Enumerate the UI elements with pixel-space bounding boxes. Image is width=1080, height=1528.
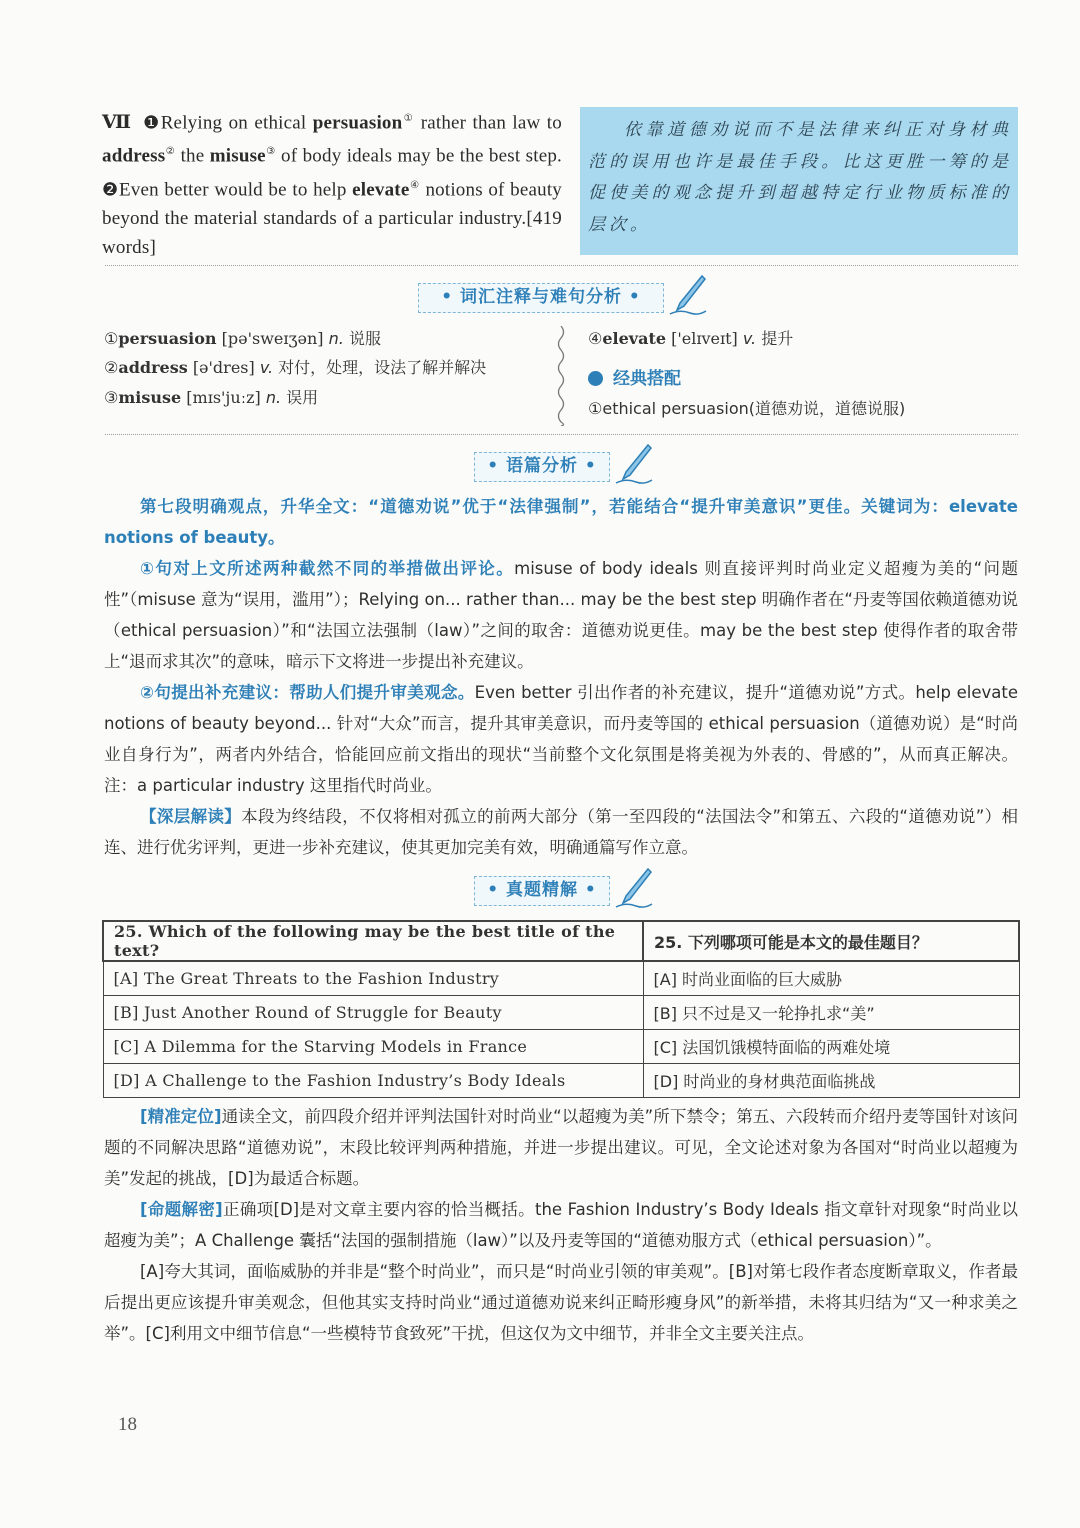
vocab-num: ③ <box>104 388 119 407</box>
answer-para-1-head: [精准定位] <box>140 1107 222 1126</box>
vocab-pos: v. <box>259 358 274 377</box>
discourse-intro: 第七段明确观点，升华全文：“道德劝说”优于“法律强制”，若能结合“提升审美意识”更佳。关键词为：elevate notions of beauty。 <box>104 497 1018 547</box>
vocab-phonetic: ['elɪveɪt] <box>671 329 738 348</box>
vocab-item <box>104 326 381 349</box>
vocab-pos: v. <box>742 329 757 348</box>
question-table <box>102 920 1020 1098</box>
option-b-en: [B] Just Another Round of Struggle for Beauty <box>103 996 643 1030</box>
option-row <box>103 996 1019 1030</box>
answer-para-3: [A]夸大其词，面临威胁的并非是“整个时尚业”，而只是“时尚业引领的审美观”。[B]对第七段作者态度断章取义，作者最后提出更应该提升审美观念，但他其实支持时尚业“通过道德劝说来纠正畸形瘦身风”的新举措，未将其归结为“又一种求美之举”。[C]利用文中细节信息“一些模特节食致死”干扰，但这仅为文中细节，并非全文主要关注点。 <box>104 1262 1018 1343</box>
note-marker: ② <box>165 146 176 158</box>
sentence-1-text: rather than law to <box>414 112 562 134</box>
answer-body <box>104 1101 1018 1349</box>
divider <box>105 434 1018 435</box>
answer-para-1 <box>104 1101 1018 1194</box>
question-row <box>103 921 1019 961</box>
discourse-para-3 <box>104 801 1018 863</box>
pen-icon <box>614 442 654 486</box>
vocab-word-elevate: elevate <box>352 178 410 200</box>
vocab-phonetic: [ə'dres] <box>192 358 255 377</box>
vocab-def: 误用 <box>286 388 319 407</box>
section-header-exam: • 真题精解 • <box>474 876 610 906</box>
option-b-cn: [B] 只不过是又一轮挣扎求“美” <box>643 996 1019 1030</box>
vocab-word-persuasion: persuasion <box>312 112 403 134</box>
discourse-para-1-body: misuse of body ideals 则直接评判时尚业定义超瘦为美的“问题性”（misuse 意为“误用，滥用”）；Relying on... rather than... may be the best step 明确作者在“丹麦等国依赖道德劝说（ethical persuasion）”和“法国立法强制（law）”之间的取舍：道德劝说更佳。may be the best step 使得作者的取舍带上“退而求其次”的意味，暗示下文将进一步提出补充建议。 <box>104 559 1018 671</box>
discourse-para-3-head: 【深层解读】 <box>140 807 242 826</box>
question-en: 25. Which of the following may be the best title of the text? <box>103 921 643 961</box>
pen-icon <box>668 273 708 317</box>
discourse-body <box>104 491 1018 863</box>
sentence-2-number: ❷ <box>102 178 119 200</box>
sentence-2-text: notions of beauty beyond the material standards of a particular industry. <box>102 178 562 229</box>
vocab-word: address <box>118 358 188 377</box>
vocab-def: 对付，处理，设法了解并解决 <box>278 358 487 377</box>
vocab-num: ① <box>104 329 119 348</box>
vocab-word: persuasion <box>118 329 217 348</box>
discourse-para-2-head: ②句提出补充建议：帮助人们提升审美观念。 <box>140 683 475 702</box>
option-row <box>103 1064 1019 1098</box>
vocab-def: 提升 <box>761 329 794 348</box>
section-header-vocab: • 词汇注释与难句分析 • <box>418 283 664 313</box>
vocab-pos: n. <box>265 388 282 407</box>
note-marker: ③ <box>265 146 276 158</box>
section-header-discourse: • 语篇分析 • <box>474 452 610 482</box>
answer-para-2 <box>104 1194 1018 1256</box>
sentence-2-text: Even better would be to help <box>118 178 353 200</box>
vocab-phonetic: [pə'sweɪʒən] <box>221 329 324 348</box>
discourse-para-1 <box>104 553 1018 677</box>
paragraph-number: Ⅶ <box>102 112 133 134</box>
vocab-item <box>104 385 318 408</box>
vocab-item <box>104 355 486 378</box>
sentence-1-number: ❶ <box>142 112 161 134</box>
vocab-num: ④ <box>588 329 603 348</box>
pen-icon <box>614 866 654 910</box>
vocab-num: ② <box>104 358 119 377</box>
discourse-para-3-body: 本段为终结段，不仅将相对孤立的前两大部分（第一至四段的“法国法令”和第五、六段的“道德劝说”）相连、进行优劣评判，更进一步补充建议，使其更加完美有效，明确通篇写作立意。 <box>104 807 1019 857</box>
vocab-word: elevate <box>602 329 667 348</box>
option-c-cn: [C] 法国饥饿模特面临的两难处境 <box>643 1030 1019 1064</box>
option-a-en: [A] The Great Threats to the Fashion Industry <box>103 961 643 996</box>
answer-para-1-body: 通读全文，前四段介绍并评判法国针对时尚业“以超瘦为美”所下禁令；第五、六段转而介绍丹麦等国针对该问题的不同解决思路“道德劝说”，末段比较评判两种措施，并进一步提出建议。可见，全文论述对象为各国对“时尚业以超瘦为美”发起的挑战，[D]为最适合标题。 <box>104 1107 1018 1188</box>
answer-para-2-head: [命题解密] <box>140 1200 223 1219</box>
note-marker: ④ <box>409 179 420 191</box>
sentence-1-text: of body ideals may be the best step. <box>275 145 563 167</box>
discourse-para-2-body: Even better 引出作者的补充建议，提升“道德劝说”方式。help elevate notions of beauty beyond... 针对“大众”而言，提升其审美意识，而丹麦等国的 ethical persuasion（道德劝说）是“时尚业自身行为”，两者内外结合，恰能回应前文指出的现状“当前整个文化氛围是将美视为外表的、骨感的”，从而真正解决。注：a particular industry 这里指代时尚业。 <box>104 683 1018 795</box>
jingdian-item: ①ethical persuasion(道德劝说，道德说服) <box>588 399 906 418</box>
option-a-cn: [A] 时尚业面临的巨大威胁 <box>643 961 1019 996</box>
vocab-def: 说服 <box>348 329 381 348</box>
vocab-word-address: address <box>102 145 166 167</box>
squiggle-divider <box>554 326 568 426</box>
sentence-1-text: Relying on ethical <box>160 112 313 134</box>
option-row <box>103 961 1019 996</box>
question-cn: 25. 下列哪项可能是本文的最佳题目？ <box>643 921 1019 961</box>
vocab-item <box>588 326 793 349</box>
discourse-para-2 <box>104 677 1018 801</box>
word-count: [419 words] <box>102 207 562 258</box>
passage-paragraph <box>102 104 562 262</box>
sentence-1-text: the <box>175 145 210 167</box>
page-number: 18 <box>118 1414 137 1435</box>
vocab-word-misuse: misuse <box>209 145 266 167</box>
discourse-para-1-head: ①句对上文所述两种截然不同的举措做出评论。 <box>140 559 515 578</box>
bullet-dot-icon <box>588 371 603 386</box>
jingdian-title <box>588 364 681 389</box>
vocab-pos: n. <box>328 329 344 348</box>
divider <box>105 265 1018 266</box>
translation-box: 依靠道德劝说而不是法律来纠正对身材典范的误用也许是最佳手段。比这更胜一筹的是促使美的观念提升到超越特定行业物质标准的层次。 <box>580 107 1018 255</box>
option-row <box>103 1030 1019 1064</box>
jingdian-label: 经典搭配 <box>613 369 681 389</box>
option-d-cn: [D] 时尚业的身材典范面临挑战 <box>643 1064 1019 1098</box>
vocab-word: misuse <box>118 388 182 407</box>
option-d-en: [D] A Challenge to the Fashion Industry’s Body Ideals <box>103 1064 643 1098</box>
answer-para-2-body: 正确项[D]是对文章主要内容的恰当概括。the Fashion Industry’s Body Ideals 指文章针对现象“时尚业以超瘦为美”；A Challenge 囊括“法国的强制措施（law）”以及丹麦等国的“道德劝服方式（ethical persuasion）”。 <box>104 1200 1018 1250</box>
vocab-phonetic: [mɪs'juːz] <box>186 388 261 407</box>
option-c-en: [C] A Dilemma for the Starving Models in France <box>103 1030 643 1064</box>
note-marker: ① <box>402 113 415 124</box>
